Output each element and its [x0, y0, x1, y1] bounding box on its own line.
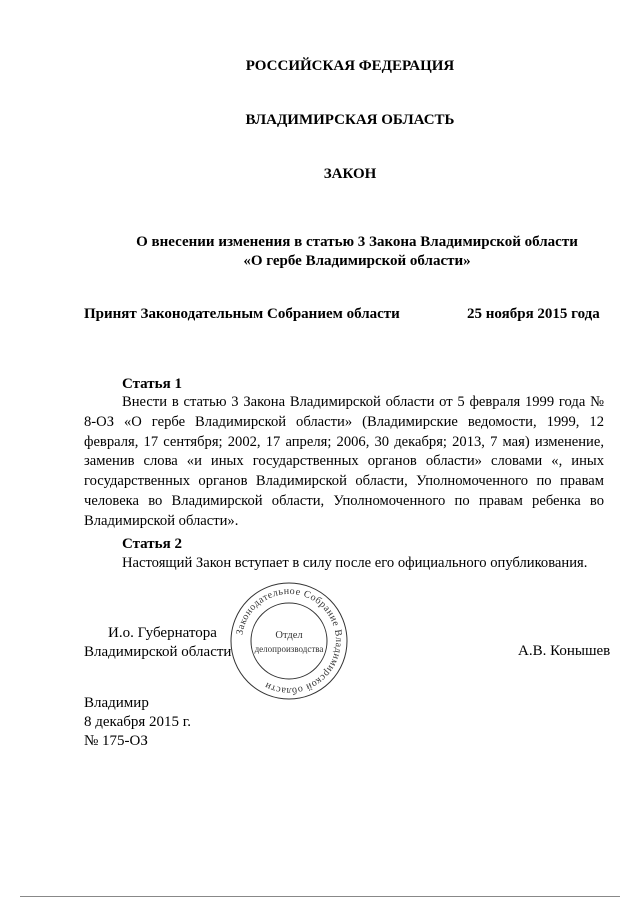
header-region: ВЛАДИМИРСКАЯ ОБЛАСТЬ	[245, 112, 455, 128]
official-stamp	[228, 580, 350, 702]
law-title-line2: «О гербе Владимирской области»	[243, 253, 471, 269]
stamp-inner-ring	[251, 603, 327, 679]
stamp-center-line2: делопроизводства	[254, 644, 324, 654]
bottom-divider	[20, 896, 620, 897]
law-title-line1: О внесении изменения в статью 3 Закона Владимирской области	[136, 234, 578, 250]
stamp-ring-text: Законодательное Собрание Владимирской области	[234, 585, 345, 697]
header-doc-type: ЗАКОН	[323, 166, 377, 182]
article1-body: Внести в статью 3 Закона Владимирской области от 5 февраля 1999 года № 8-ОЗ «О гербе Владимирской области» (Владимирские ведомости, 1999, 12 февраля, 17 сентября; 2002, 17 апреля; 2006, 30 декабря; 2013, 7 мая) изменение, заменив слова «и иных государственных органов области» словами «, иных государственных органов Владимирской области, Уполномоченного по правам человека во Владимирской области, Уполномоченного по правам ребенка во Владимирской области».	[84, 394, 604, 529]
signatory-position-line1: И.о. Губернатора	[108, 625, 217, 641]
signatory-position	[84, 624, 231, 662]
signatory-position-line2: Владимирской области	[84, 644, 232, 660]
article1-heading: Статья 1	[122, 376, 182, 392]
article2-body: Настоящий Закон вступает в силу после его официального опубликования.	[122, 555, 588, 571]
adoption-text: Принят Законодательным Собранием области	[84, 306, 400, 322]
issue-block	[84, 694, 191, 751]
adoption-date: 25 ноября 2015 года	[467, 306, 600, 322]
issue-city: Владимир	[84, 695, 149, 711]
law-number: № 175-ОЗ	[84, 733, 148, 749]
header-country: РОССИЙСКАЯ ФЕДЕРАЦИЯ	[245, 58, 455, 74]
issue-date: 8 декабря 2015 г.	[84, 714, 191, 730]
law-title	[84, 233, 630, 271]
article2-heading: Статья 2	[122, 536, 182, 552]
stamp-outer-ring	[231, 583, 347, 699]
stamp-center-line1: Отдел	[275, 630, 303, 641]
signatory-name: А.В. Конышев	[518, 643, 611, 659]
